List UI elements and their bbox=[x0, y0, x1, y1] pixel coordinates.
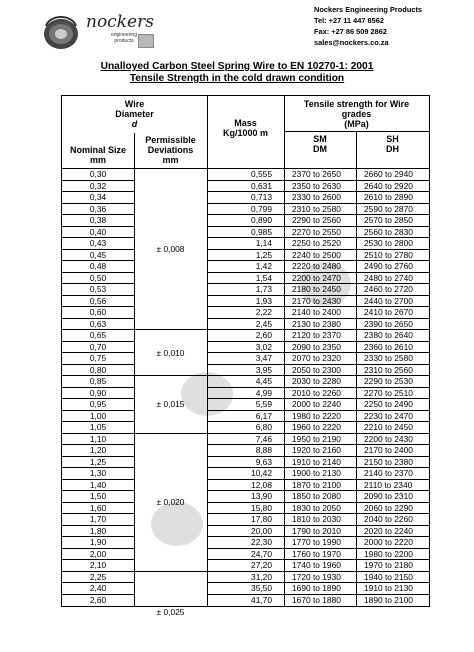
grade-sh-dh-cell: 2210 to 2450 bbox=[356, 422, 429, 434]
table-header bbox=[62, 96, 429, 169]
mass-cell: 41,70 bbox=[207, 595, 284, 607]
mass-cell: 12,08 bbox=[207, 480, 284, 492]
grade-sh-dh-cell: 2360 to 2610 bbox=[356, 342, 429, 354]
permissible-deviation-cell: ± 0,008 bbox=[134, 169, 207, 330]
mass-cell: 15,80 bbox=[207, 503, 284, 515]
nominal-size-cell: 0,80 bbox=[62, 365, 134, 377]
grade-sh-dh-cell: 2530 to 2800 bbox=[356, 238, 429, 250]
mass-header: Mass Kg/1000 m bbox=[207, 118, 284, 138]
grade-sh-dh-cell: 2510 to 2780 bbox=[356, 250, 429, 262]
mass-cell: 0,985 bbox=[207, 227, 284, 239]
grade-sm-dm-cell: 1830 to 2050 bbox=[284, 503, 356, 515]
grade-sm-dm-cell: 1960 to 2220 bbox=[284, 422, 356, 434]
mass-cell: 24,70 bbox=[207, 549, 284, 561]
grade-sh-dh-cell: 2060 to 2290 bbox=[356, 503, 429, 515]
wire-diameter-header: Wire Diameter d bbox=[62, 99, 207, 129]
mass-cell: 3,02 bbox=[207, 342, 284, 354]
email[interactable]: sales@nockers.co.za bbox=[314, 37, 422, 48]
grade-sm-dm-cell: 2090 to 2350 bbox=[284, 342, 356, 354]
table-row bbox=[62, 238, 429, 250]
mass-cell: 2,60 bbox=[207, 330, 284, 342]
mass-cell: 0,890 bbox=[207, 215, 284, 227]
grade-sh-dh-cell: 2380 to 2640 bbox=[356, 330, 429, 342]
table-row bbox=[62, 307, 429, 319]
grade-sm-dm-cell: 2240 to 2500 bbox=[284, 250, 356, 262]
grade-sm-dm-cell: 1770 to 1990 bbox=[284, 537, 356, 549]
grade-sm-dm-cell: 1900 to 2130 bbox=[284, 468, 356, 480]
grade-sm-dm-cell: 2200 to 2470 bbox=[284, 273, 356, 285]
nominal-size-header: Nominal Size mm bbox=[62, 145, 134, 165]
nominal-size-cell: 0,38 bbox=[62, 215, 134, 227]
mass-cell: 8,88 bbox=[207, 445, 284, 457]
grade-sh-dh-cell: 1970 to 2180 bbox=[356, 560, 429, 572]
table-row bbox=[62, 353, 429, 365]
grade-sh-dh-cell: 2270 to 2510 bbox=[356, 388, 429, 400]
table-row bbox=[62, 411, 429, 423]
nominal-size-cell: 2,25 bbox=[62, 572, 134, 584]
grade-sm-dm-cell: 2350 to 2630 bbox=[284, 181, 356, 193]
nominal-size-cell: 0,75 bbox=[62, 353, 134, 365]
grade-sm-dm-cell: 2180 to 2450 bbox=[284, 284, 356, 296]
grade-sh-dh-cell: 2140 to 2370 bbox=[356, 468, 429, 480]
table-row bbox=[62, 273, 429, 285]
grade-sh-dh-cell: 2490 to 2760 bbox=[356, 261, 429, 273]
mass-cell: 7,46 bbox=[207, 434, 284, 446]
grade-sh-dh-cell: 1980 to 2200 bbox=[356, 549, 429, 561]
table-row bbox=[62, 457, 429, 469]
grade-sm-dm-cell: 1790 to 2010 bbox=[284, 526, 356, 538]
grade-sm-dm-cell: 1670 to 1880 bbox=[284, 595, 356, 607]
grade-sm-dm-cell: 2270 to 2550 bbox=[284, 227, 356, 239]
mass-cell: 35,50 bbox=[207, 583, 284, 595]
mass-cell: 0,555 bbox=[207, 169, 284, 181]
mass-cell: 6,17 bbox=[207, 411, 284, 423]
grade-sh-dh-cell: 2250 to 2490 bbox=[356, 399, 429, 411]
grade-sm-dm-header: SM DM bbox=[284, 134, 356, 154]
grade-sm-dm-cell: 1810 to 2030 bbox=[284, 514, 356, 526]
grade-sm-dm-cell: 2310 to 2580 bbox=[284, 204, 356, 216]
nominal-size-cell: 0,50 bbox=[62, 273, 134, 285]
grade-sh-dh-cell: 2640 to 2920 bbox=[356, 181, 429, 193]
grade-sh-dh-cell: 2200 to 2430 bbox=[356, 434, 429, 446]
nominal-size-cell: 0,48 bbox=[62, 261, 134, 273]
mass-cell: 1,93 bbox=[207, 296, 284, 308]
mass-cell: 3,47 bbox=[207, 353, 284, 365]
grade-sm-dm-cell: 2120 to 2370 bbox=[284, 330, 356, 342]
contact-block bbox=[314, 4, 422, 48]
grade-sm-dm-cell: 1740 to 1960 bbox=[284, 560, 356, 572]
mass-cell: 1,42 bbox=[207, 261, 284, 273]
grade-sh-dh-cell: 2040 to 2260 bbox=[356, 514, 429, 526]
table-row bbox=[62, 514, 429, 526]
mass-cell: 20,00 bbox=[207, 526, 284, 538]
mass-cell: 10,42 bbox=[207, 468, 284, 480]
grade-sh-dh-cell: 1910 to 2130 bbox=[356, 583, 429, 595]
grade-sm-dm-cell: 2170 to 2430 bbox=[284, 296, 356, 308]
grade-sm-dm-cell: 2130 to 2380 bbox=[284, 319, 356, 331]
nominal-size-cell: 1,70 bbox=[62, 514, 134, 526]
grade-sh-dh-cell: 2110 to 2340 bbox=[356, 480, 429, 492]
document-subtitle: Tensile Strength in the cold drawn condition bbox=[0, 73, 474, 84]
grade-sh-dh-cell: 2660 to 2940 bbox=[356, 169, 429, 181]
grade-sh-dh-cell: 2560 to 2830 bbox=[356, 227, 429, 239]
table-body bbox=[62, 169, 429, 606]
grade-sh-dh-cell: 2590 to 2870 bbox=[356, 204, 429, 216]
grade-sm-dm-cell: 1910 to 2140 bbox=[284, 457, 356, 469]
mass-cell: 1,73 bbox=[207, 284, 284, 296]
mass-cell: 0,713 bbox=[207, 192, 284, 204]
grade-sm-dm-cell: 2000 to 2240 bbox=[284, 399, 356, 411]
mass-cell: 13,90 bbox=[207, 491, 284, 503]
grade-sh-dh-cell: 2230 to 2470 bbox=[356, 411, 429, 423]
mass-cell: 0,799 bbox=[207, 204, 284, 216]
mass-cell: 4,99 bbox=[207, 388, 284, 400]
table-row bbox=[62, 480, 429, 492]
wire-sample-icon bbox=[138, 34, 154, 48]
table-row bbox=[62, 330, 429, 342]
grade-sm-dm-cell: 2070 to 2320 bbox=[284, 353, 356, 365]
mass-cell: 3,95 bbox=[207, 365, 284, 377]
grade-sm-dm-cell: 1760 to 1970 bbox=[284, 549, 356, 561]
nominal-size-cell: 0,70 bbox=[62, 342, 134, 354]
grade-sh-dh-cell: 2000 to 2220 bbox=[356, 537, 429, 549]
grade-sh-dh-header: SH DH bbox=[356, 134, 429, 154]
grade-sh-dh-cell: 2020 to 2240 bbox=[356, 526, 429, 538]
nominal-size-cell: 2,10 bbox=[62, 560, 134, 572]
table-row bbox=[62, 376, 429, 388]
table-row bbox=[62, 215, 429, 227]
mass-cell: 1,25 bbox=[207, 250, 284, 262]
tensile-strength-header: Tensile strength for Wire grades (MPa) bbox=[284, 99, 429, 129]
grade-sm-dm-cell: 1950 to 2190 bbox=[284, 434, 356, 446]
grade-sm-dm-cell: 2140 to 2400 bbox=[284, 307, 356, 319]
table-row bbox=[62, 204, 429, 216]
nominal-size-cell: 0,56 bbox=[62, 296, 134, 308]
nominal-size-cell: 0,34 bbox=[62, 192, 134, 204]
mass-cell: 1,14 bbox=[207, 238, 284, 250]
table-row bbox=[62, 319, 429, 331]
nominal-size-cell: 0,60 bbox=[62, 307, 134, 319]
mass-cell: 4,45 bbox=[207, 376, 284, 388]
fax: Fax: +27 86 509 2862 bbox=[314, 26, 422, 37]
table-row bbox=[62, 583, 429, 595]
nominal-size-cell: 0,36 bbox=[62, 204, 134, 216]
nominal-size-cell: 0,45 bbox=[62, 250, 134, 262]
logo-tagline: engineering products bbox=[104, 32, 144, 44]
permissible-deviation-cell: ± 0,025 bbox=[134, 572, 207, 652]
grade-sh-dh-cell: 2480 to 2740 bbox=[356, 273, 429, 285]
nominal-size-cell: 1,90 bbox=[62, 537, 134, 549]
permissible-deviation-cell: ± 0,010 bbox=[134, 330, 207, 376]
grade-sm-dm-cell: 2290 to 2560 bbox=[284, 215, 356, 227]
table-row bbox=[62, 572, 429, 584]
grade-sm-dm-cell: 1980 to 2220 bbox=[284, 411, 356, 423]
nominal-size-cell: 1,20 bbox=[62, 445, 134, 457]
grade-sh-dh-cell: 1940 to 2150 bbox=[356, 572, 429, 584]
grade-sh-dh-cell: 2170 to 2400 bbox=[356, 445, 429, 457]
grade-sh-dh-cell: 2440 to 2700 bbox=[356, 296, 429, 308]
mass-cell: 31,20 bbox=[207, 572, 284, 584]
nominal-size-cell: 1,25 bbox=[62, 457, 134, 469]
table-row bbox=[62, 491, 429, 503]
table-row bbox=[62, 250, 429, 262]
grade-sm-dm-cell: 2330 to 2600 bbox=[284, 192, 356, 204]
grade-sm-dm-cell: 2250 to 2520 bbox=[284, 238, 356, 250]
table-row bbox=[62, 503, 429, 515]
grade-sh-dh-cell: 2390 to 2650 bbox=[356, 319, 429, 331]
telephone: Tel: +27 11 447 8562 bbox=[314, 15, 422, 26]
nominal-size-cell: 2,00 bbox=[62, 549, 134, 561]
permissible-deviation-cell: ± 0,020 bbox=[134, 434, 207, 572]
table-row bbox=[62, 169, 429, 181]
nominal-size-cell: 0,90 bbox=[62, 388, 134, 400]
grade-sm-dm-cell: 1920 to 2160 bbox=[284, 445, 356, 457]
grade-sm-dm-cell: 1850 to 2080 bbox=[284, 491, 356, 503]
mass-cell: 5,59 bbox=[207, 399, 284, 411]
table-row bbox=[62, 445, 429, 457]
mass-cell: 22,30 bbox=[207, 537, 284, 549]
grade-sm-dm-cell: 1690 to 1890 bbox=[284, 583, 356, 595]
nominal-size-cell: 1,80 bbox=[62, 526, 134, 538]
table-row bbox=[62, 399, 429, 411]
nominal-size-cell: 1,40 bbox=[62, 480, 134, 492]
nominal-size-cell: 1,00 bbox=[62, 411, 134, 423]
nominal-size-cell: 1,30 bbox=[62, 468, 134, 480]
nominal-size-cell: 0,95 bbox=[62, 399, 134, 411]
mass-cell: 2,22 bbox=[207, 307, 284, 319]
mass-cell: 1,54 bbox=[207, 273, 284, 285]
mass-cell: 27,20 bbox=[207, 560, 284, 572]
table-row bbox=[62, 595, 429, 607]
company-logo bbox=[40, 10, 158, 52]
grade-sm-dm-cell: 2030 to 2280 bbox=[284, 376, 356, 388]
nominal-size-cell: 0,32 bbox=[62, 181, 134, 193]
mass-cell: 0,631 bbox=[207, 181, 284, 193]
wire-coil-icon bbox=[40, 10, 82, 52]
permissible-deviation-cell: ± 0,015 bbox=[134, 376, 207, 434]
nominal-size-cell: 1,60 bbox=[62, 503, 134, 515]
mass-cell: 2,45 bbox=[207, 319, 284, 331]
grade-sh-dh-cell: 2570 to 2850 bbox=[356, 215, 429, 227]
grade-sh-dh-cell: 2090 to 2310 bbox=[356, 491, 429, 503]
table-row bbox=[62, 342, 429, 354]
table-row bbox=[62, 181, 429, 193]
table-row bbox=[62, 560, 429, 572]
table-row bbox=[62, 434, 429, 446]
grade-sm-dm-cell: 2010 to 2260 bbox=[284, 388, 356, 400]
spring-wire-table bbox=[61, 95, 430, 607]
table-row bbox=[62, 537, 429, 549]
nominal-size-cell: 0,63 bbox=[62, 319, 134, 331]
table-row bbox=[62, 549, 429, 561]
table-row bbox=[62, 284, 429, 296]
nominal-size-cell: 0,43 bbox=[62, 238, 134, 250]
grade-sh-dh-cell: 2330 to 2580 bbox=[356, 353, 429, 365]
mass-cell: 17,80 bbox=[207, 514, 284, 526]
nominal-size-cell: 0,65 bbox=[62, 330, 134, 342]
grade-sh-dh-cell: 2610 to 2890 bbox=[356, 192, 429, 204]
grade-sh-dh-cell: 2290 to 2530 bbox=[356, 376, 429, 388]
document-title: Unalloyed Carbon Steel Spring Wire to EN 10270-1: 2001 bbox=[0, 61, 474, 72]
nominal-size-cell: 0,40 bbox=[62, 227, 134, 239]
grade-sm-dm-cell: 2220 to 2480 bbox=[284, 261, 356, 273]
table-row bbox=[62, 526, 429, 538]
table-row bbox=[62, 388, 429, 400]
table-row bbox=[62, 296, 429, 308]
company-name: Nockers Engineering Products bbox=[314, 4, 422, 15]
grade-sm-dm-cell: 1870 to 2100 bbox=[284, 480, 356, 492]
mass-cell: 9,63 bbox=[207, 457, 284, 469]
grade-sh-dh-cell: 2460 to 2720 bbox=[356, 284, 429, 296]
nominal-size-cell: 0,30 bbox=[62, 169, 134, 181]
grade-sm-dm-cell: 1720 to 1930 bbox=[284, 572, 356, 584]
grade-sm-dm-cell: 2050 to 2300 bbox=[284, 365, 356, 377]
grade-sh-dh-cell: 2310 to 2560 bbox=[356, 365, 429, 377]
grade-sm-dm-cell: 2370 to 2650 bbox=[284, 169, 356, 181]
nominal-size-cell: 1,05 bbox=[62, 422, 134, 434]
permissible-deviations-header: Permissible Deviations mm bbox=[134, 135, 207, 165]
grade-sh-dh-cell: 1890 to 2100 bbox=[356, 595, 429, 607]
logo-wordmark: nockers bbox=[86, 12, 154, 32]
nominal-size-cell: 2,40 bbox=[62, 583, 134, 595]
mass-cell: 6,80 bbox=[207, 422, 284, 434]
table-row bbox=[62, 192, 429, 204]
nominal-size-cell: 1,50 bbox=[62, 491, 134, 503]
table-row bbox=[62, 227, 429, 239]
table-row bbox=[62, 422, 429, 434]
table-row bbox=[62, 261, 429, 273]
nominal-size-cell: 2,60 bbox=[62, 595, 134, 607]
nominal-size-cell: 0,85 bbox=[62, 376, 134, 388]
nominal-size-cell: 0,53 bbox=[62, 284, 134, 296]
nominal-size-cell: 1,10 bbox=[62, 434, 134, 446]
grade-sh-dh-cell: 2150 to 2380 bbox=[356, 457, 429, 469]
table-row bbox=[62, 468, 429, 480]
grade-sh-dh-cell: 2410 to 2670 bbox=[356, 307, 429, 319]
table-row bbox=[62, 365, 429, 377]
